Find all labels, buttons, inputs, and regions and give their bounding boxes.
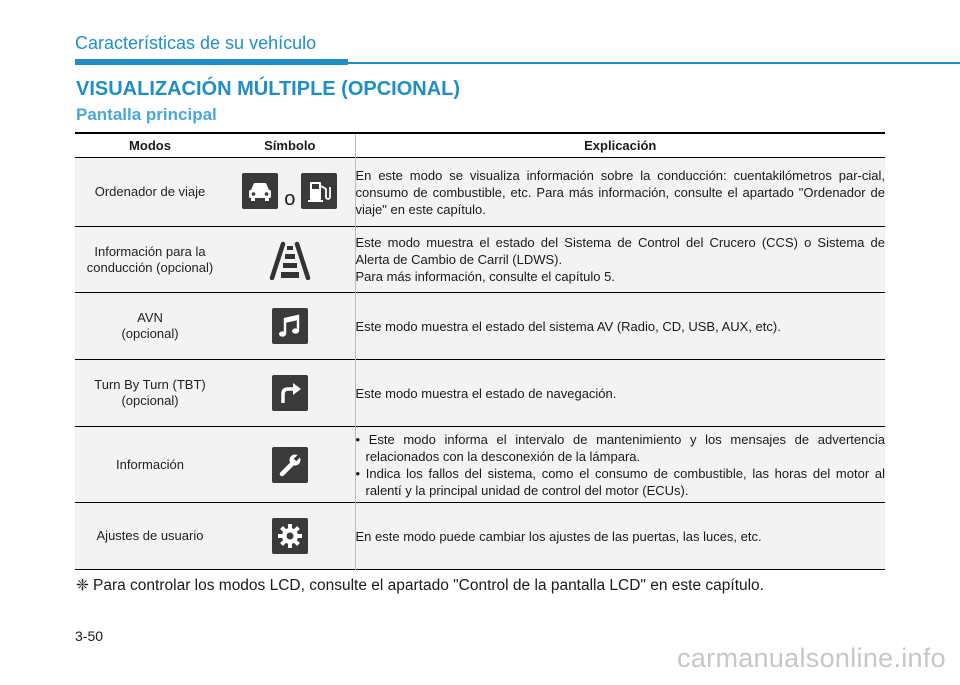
table-header-row (75, 133, 885, 158)
table-row (75, 158, 885, 227)
table-row (75, 503, 885, 570)
mode-name-line: AVN (137, 310, 163, 325)
mode-explanation (355, 427, 885, 503)
mode-explanation: En este modo se visualiza información sobre la conducción: cuentakilómetros par-cial, consumo de combustible, etc. Para más información, consulte el apartado "Ordenador de viaje" en este capítulo. (355, 158, 885, 227)
mode-name: Información para la conducción (opcional) (86, 243, 214, 275)
music-note-icon (272, 308, 308, 344)
header-accent-bar (75, 59, 348, 65)
mode-name: Ajustes de usuario (96, 528, 204, 543)
car-icon (242, 173, 278, 209)
mode-name-line: Turn By Turn (TBT) (94, 377, 206, 392)
wrench-icon (272, 447, 308, 483)
gear-icon (272, 518, 308, 554)
symbol-separator: o (284, 187, 296, 210)
mode-name: Información (116, 456, 184, 472)
mode-name: Ordenador de viaje (94, 184, 206, 199)
modes-table (75, 132, 885, 570)
explanation-bullets (356, 431, 886, 499)
symbol-cell (225, 293, 355, 360)
footnote-text: Para controlar los modos LCD, consulte el apartado "Control de la pantalla LCD" en este capítulo. (93, 577, 764, 594)
mode-optional-label: (opcional) (121, 393, 179, 408)
explanation-bullet: • Indica los fallos del sistema, como el consumo de combustible, las horas del motor al ralentí y la principal unidad de control del motor (ECUs). (356, 465, 886, 499)
page-number: 3-50 (75, 628, 104, 644)
footnote (76, 576, 764, 595)
explanation-bullet: • Este modo informa el intervalo de mantenimiento y los mensajes de advertencia relacionados con la desconexión de la lámpara. (356, 431, 886, 465)
symbol-cell (225, 360, 355, 427)
table-row (75, 293, 885, 360)
footnote-mark: ❈ (76, 577, 89, 594)
mode-explanation: Este modo muestra el estado de navegación. (355, 360, 885, 427)
mode-name (75, 360, 225, 427)
symbol-cell (225, 158, 355, 227)
lane-road-icon (268, 240, 312, 280)
explanation-note: Para más información, consulte el capítulo 5. (355, 269, 615, 284)
mode-explanation: En este modo puede cambiar los ajustes de las puertas, las luces, etc. (355, 503, 885, 570)
symbol-cell (225, 427, 355, 503)
mode-explanation: Este modo muestra el estado del sistema AV (Radio, CD, USB, AUX, etc). (355, 293, 885, 360)
header-rule (348, 62, 960, 64)
column-header-symbol: Símbolo (225, 133, 355, 158)
symbol-cell (225, 503, 355, 570)
table-row (75, 427, 885, 503)
header-section-name: Características de su vehículo (75, 33, 317, 53)
explanation-text: Este modo muestra el estado del Sistema de Control del Crucero (CCS) o Sistema de Alerta de Cambio de Carril (LDWS). (355, 235, 885, 267)
column-header-modes: Modos (75, 133, 225, 158)
column-header-explanation: Explicación (355, 133, 885, 158)
table-row (75, 227, 885, 293)
page-title: VISUALIZACIÓN MÚLTIPLE (OPCIONAL) (76, 78, 461, 100)
table-row (75, 360, 885, 427)
mode-name (75, 293, 225, 360)
mode-optional-label: (opcional) (121, 326, 179, 341)
turn-right-arrow-icon (272, 375, 308, 411)
fuel-pump-icon (301, 173, 337, 209)
page-subtitle: Pantalla principal (76, 105, 217, 124)
symbol-cell (225, 227, 355, 293)
mode-explanation (355, 227, 885, 293)
watermark: carmanualsonline.info (677, 643, 946, 673)
